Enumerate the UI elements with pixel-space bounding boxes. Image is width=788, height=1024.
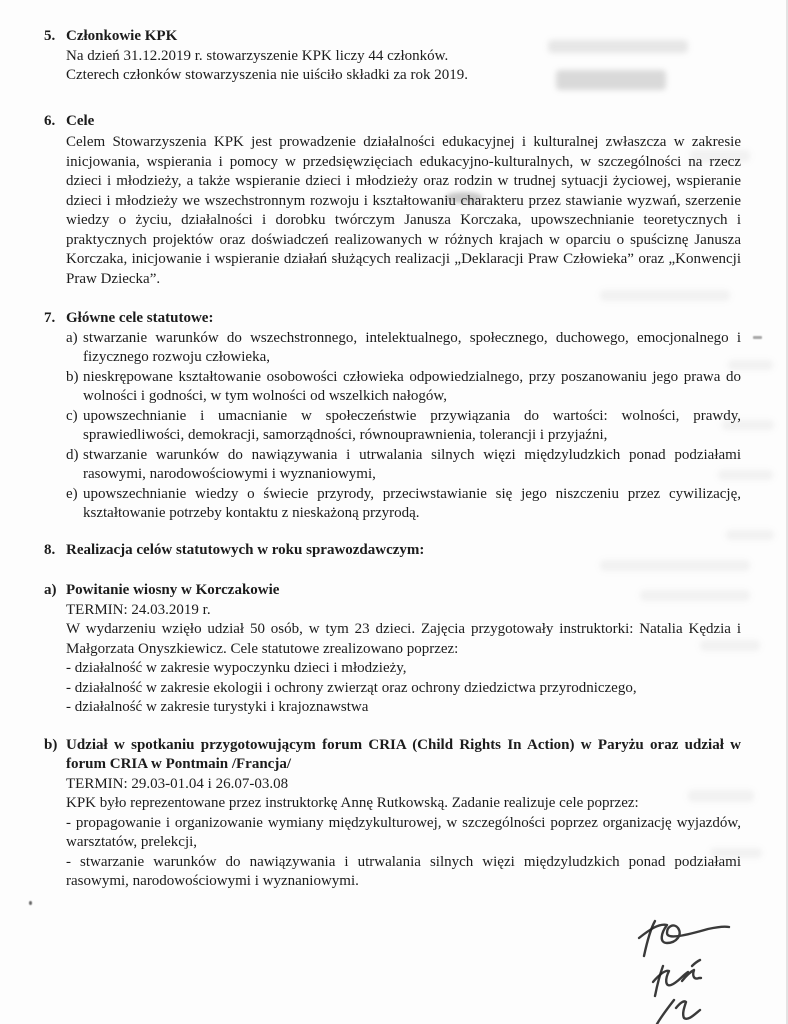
section-number: 8. <box>44 541 56 558</box>
statute-point <box>66 446 741 485</box>
goals-paragraph: Celem Stowarzyszenia KPK jest prowadzenie działalności edukacyjnej i kulturalnej zwłaszcza w zakresie inicjowania, wspierania i pomocy w przedsięwzięciach edukacyjno-kulturalnych, w szczególności na rzecz dzieci i młodzieży, a także wspieranie dzieci i młodzieży oraz rodzin w trudnej sytuacji życiowej, wspieranie dzieci i młodzieży we wszechstronnym rozwoju i kształtowaniu charakteru przez stawianie wyzwań, szerzenie wiedzy o życiu, działalności i dorobku twórczym Janusza Korczaka, upowszechnianie teoretycznych i praktycznych projektów oraz doświadczeń realizowanych w różnych krajach w oparciu o spuściznę Janusza Korczaka, inicjowanie i wspieranie działań służących realizacji „Deklaracji Praw Człowieka” oraz „Konwencji Praw Dziecka”. <box>66 134 741 287</box>
section-members <box>44 27 741 86</box>
point-text: nieskrępowane kształtowanie osobowości człowieka odpowiedzialnego, przy poszanowaniu jego prawa do wolności i godności, w tym wolności od wszelkich nałogów, <box>83 368 741 404</box>
event-bullet: - propagowanie i organizowanie wymiany międzykulturowej, w szczególności poprzez organizację wyjazdów, warsztatów, prelekcji, <box>66 814 741 850</box>
statute-point <box>66 407 741 446</box>
event-label: b) <box>44 736 58 753</box>
event-date: TERMIN: 29.03-01.04 i 26.07-03.08 <box>66 775 289 792</box>
paragraph-line: Czterech członków stowarzyszenia nie uiściło składki za rok 2019. <box>66 67 468 83</box>
point-text: upowszechnianie i umacnianie w społeczeństwie przywiązania do wartości: wolności, prawdy, sprawiedliwości, demokracji, samorządności, równouprawnienia, tolerancji i przyjaźni, <box>83 407 741 443</box>
statute-point <box>66 368 741 407</box>
point-label: e) <box>66 485 78 502</box>
section-title: Członkowie KPK <box>66 28 178 44</box>
event-a <box>44 581 741 718</box>
section-statutory-goals <box>44 309 741 524</box>
section-title: Główne cele statutowe: <box>66 310 214 326</box>
point-label: d) <box>66 446 79 463</box>
event-bullet: - stwarzanie warunków do nawiązywania i utrwalania silnych więzi międzyludzkich ponad podziałami rasowymi, narodowościowymi i wyznaniowymi. <box>66 853 741 889</box>
event-b <box>44 736 741 892</box>
event-label: a) <box>44 582 57 598</box>
point-label: c) <box>66 407 78 424</box>
statute-point <box>66 329 741 368</box>
point-text: stwarzanie warunków do nawiązywania i utrwalania silnych więzi międzyludzkich ponad podziałami rasowymi, narodowościowymi i wyznaniowymi, <box>83 446 741 482</box>
event-description: W wydarzeniu wzięło udział 50 osób, w tym 23 dzieci. Zajęcia przygotowały instruktorki: Natalia Kędzia i Małgorzata Onyszkiewicz. Cele statutowe zrealizowano poprzez: <box>66 621 741 657</box>
section-number: 6. <box>44 112 56 129</box>
point-text: upowszechnianie wiedzy o świecie przyrody, przeciwstawianie się jego niszczeniu przez cywilizację, kształtowanie potrzeby kontaktu z nieskażoną przyrodą. <box>83 485 741 521</box>
point-label: b) <box>66 368 79 385</box>
point-text: stwarzanie warunków do wszechstronnego, intelektualnego, społecznego, duchowego, emocjonalnego i fizycznego rozwoju człowieka, <box>83 329 741 365</box>
point-label: a) <box>66 329 78 346</box>
margin-dot-artifact <box>29 901 32 905</box>
section-number: 7. <box>44 310 56 326</box>
section-number: 5. <box>44 28 56 44</box>
event-bullet: - działalność w zakresie ekologii i ochrony zwierząt oraz ochrony dziedzictwa przyrodniczego, <box>66 679 637 696</box>
statute-point <box>66 485 741 524</box>
section-title: Realizacja celów statutowych w roku sprawozdawczym: <box>66 541 425 558</box>
event-title: Udział w spotkaniu przygotowującym forum CRIA (Child Rights In Action) w Paryżu oraz udział w forum CRIA w Pontmain /Francja/ <box>66 736 741 772</box>
event-title: Powitanie wiosny w Korczakowie <box>66 582 280 598</box>
event-bullet: - działalność w zakresie wypoczynku dzieci i młodzieży, <box>66 660 407 676</box>
paragraph-line: Na dzień 31.12.2019 r. stowarzyszenie KPK liczy 44 członków. <box>66 47 449 64</box>
event-bullet: - działalność w zakresie turystyki i krajoznawstwa <box>66 699 369 715</box>
event-description: KPK było reprezentowane przez instruktorkę Annę Rutkowską. Zadanie realizuje cele poprzez: <box>66 795 639 811</box>
event-date: TERMIN: 24.03.2019 r. <box>66 601 211 618</box>
handwritten-signature <box>592 912 788 1024</box>
section-title: Cele <box>66 112 95 129</box>
section-realization <box>44 541 741 561</box>
section-goals <box>44 112 741 290</box>
